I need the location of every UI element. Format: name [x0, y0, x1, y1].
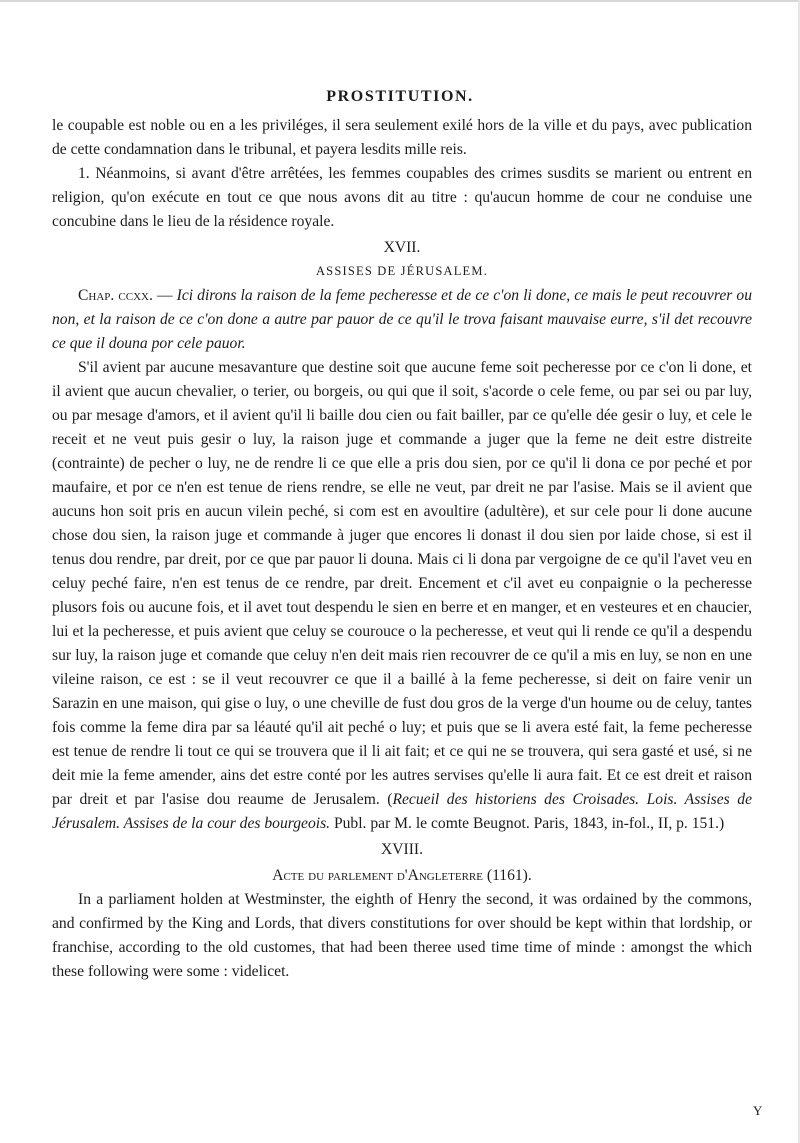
page-body [52, 114, 752, 984]
paragraph-article-1: 1. Néanmoins, si avant d'être arrêtées, les femmes coupables des crimes susdits se marient ou entrent en religion, qu'on exécute en tout ce que nous avons dit au titre : qu'aucun homme de cour ne conduise une concubine dans le lieu de la résidence royale. [52, 165, 752, 230]
chapter-dash: — [152, 287, 177, 304]
section-17-title: ASSISES DE JÉRUSALEM. [315, 264, 489, 278]
paragraph-intro: le coupable est noble ou en a les priviléges, il sera seulement exilé hors de la ville et du pays, avec publication de cette condamnation dans le tribunal, et payera lesdits mille reis. [52, 117, 752, 158]
section-17-number: XVII. [383, 239, 421, 256]
signature-mark: Y [753, 1103, 763, 1118]
citation-publication: Publ. par M. le comte Beugnot. Paris, 1843, in-fol., II, p. 151.) [330, 815, 725, 832]
section-17-text: S'il avient par aucune mesavanture que destine soit que aucune feme soit pecheresse por ce c'on li done, et il avient que aucun chevalier, o terier, ou borgeis, ou qui que il soit, s'acorde o cele feme, ou par sei ou par luy, ou par mesage d'amors, et il avient qu'il li baille dou cien ou fait bailler, par ce qu'elle dée gesir o luy, et cele le receit et ne veut puis gesir o luy, la raison juge et commande a juger que la feme ne deit estre distreite (contrainte) de pecher o luy, ne de rendre li ce que elle a pris dou sien, por ce qu'il li dona ce por peché et por maufaire, et por ce n'en est tenue de riens rendre, se elle ne veut, par dreit ne par l'asise. Mais se il avient que aucuns hon soit pris en aucun vilein peché, si com est en avoultire (adultère), et sur cele pour li done aucune chose dou sien, la raison juge et commande à juger que encores li donast il dou sien por laide chose, si est il tenus dou rendre, par dreit, por ce que par pauor li douna. Mais ci li dona par vergoigne de ce qu'il l'avet veu en celuy peché faire, n'en est tenus de ce rendre, par dreit. Encement et c'il avet eu conpaignie o la pecheresse plusors fois ou aucune fois, et il avet tout despendu le sien en berre et en manger, et en vesteures et en chaucier, lui et la pecheresse, et puis avient que celuy se courouce o la pecheresse, et veut qui li rende ce qu'il a despendu sur luy, la raison juge et comande que celuy n'en deit mais rien recouvrer de ce qu'il a mis en luy, se non en une vileine raison, ce est : se il veut recouvrer ce que il a baillé à la feme pecheresse, si deit on faire venir un Sarazin en une maison, qui gise o luy, o une cheville de fust dou gros de la verge d'un houme ou de celuy, tantes fois comme la feme dira par sa léauté qu'il ait peché o luy; et puis que se li avera esté fait, la feme pecheresse est tenue de rendre li tout ce qui se trouvera que il li ait fait; et ce qui ne se trouvera, qui sera gasté et usé, si ne deit mie la feme amender, ains det estre conté por les autres servises qu'elle li aura fait. Et ce est dreit et raison par dreit et par l'asise dou reaume de Jerusalem. [52, 359, 752, 808]
section-17-chapter-heading [52, 284, 752, 356]
section-18-title: Acte du parlement d'Angleterre (1161). [272, 867, 532, 884]
section-18-number: XVIII. [381, 841, 423, 858]
running-title: PROSTITUTION. [326, 88, 474, 105]
chapter-label: Chap. ccxx. [78, 287, 153, 304]
section-18-body: In a parliament holden at Westminster, the eighth of Henry the second, it was ordained by the commons, and confirmed by the King and Lords, that divers constitutions for over should be kept within that lordship, or franchise, according to the old customes, that had been theree used time time of minde : amongst the which these following were some : videlicet. [52, 891, 752, 980]
citation-open: ( [379, 791, 393, 808]
scan-top-edge [0, 0, 800, 2]
citation-source: Recueil des historiens des Croisades. Lois. Assises de Jérusalem. Assises de la cour des bourgeois. [52, 791, 752, 832]
chapter-title: Ici dirons la raison de la feme pecheresse et de ce c'on li done, ce mais le peut recouvrer ou non, et la raison de ce c'on done a autre par pauor de ce qu'il le trova faisant mauvaise eurre, s'il det recouvre ce que il douna por cele pauor. [52, 287, 753, 352]
section-17-body [52, 356, 752, 836]
